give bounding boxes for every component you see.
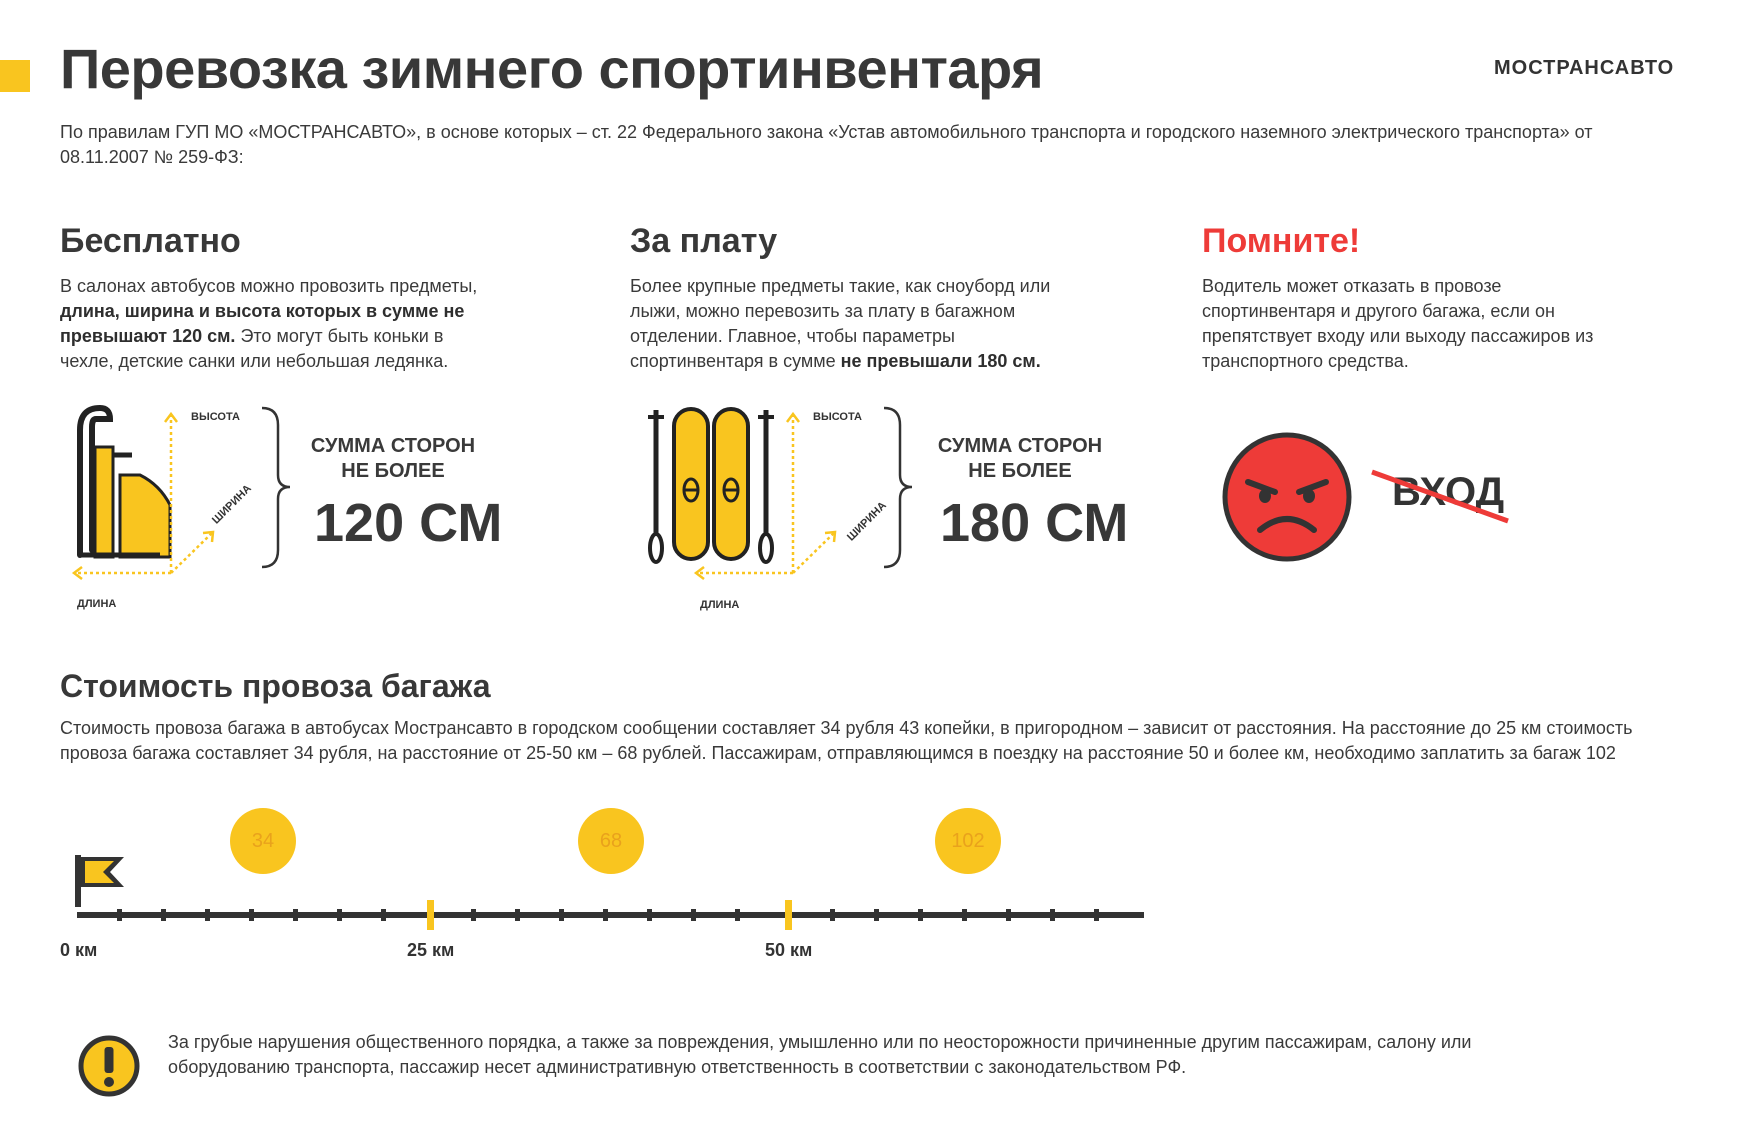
distance-scale	[70, 850, 1150, 940]
km-label-0: 0 км	[60, 940, 98, 960]
cost-title: Стоимость провоза багажа	[60, 668, 491, 704]
free-title: Бесплатно	[60, 222, 241, 260]
paid-text-bold: не превышали 180 см.	[840, 351, 1041, 371]
cost-text: Стоимость провоза багажа в автобусах Мострансавто в городском сообщении составляет 34 рубля 43 копейки, в пригородном – зависит от расстояния. На расстояние до 25 км стоимость провоза багажа составляет 34 рубля, на расстояние от 25-50 км – 68 рублей. Пассажирам, отправляющимся в поездку на расстояние 50 и более км, необходимо заплатить за багаж 102	[60, 718, 1633, 763]
free-text	[60, 274, 490, 374]
free-length-label: ДЛИНА	[77, 598, 117, 610]
marker-50km	[785, 900, 792, 930]
remember-title: Помните!	[1202, 222, 1361, 260]
paid-sum-value: 180 СМ	[940, 493, 1129, 553]
km-label-25: 25 км	[407, 940, 455, 960]
paid-height-label: ВЫСОТА	[813, 411, 862, 423]
accent-square	[0, 60, 30, 92]
paid-width-label: ШИРИНА	[845, 499, 889, 544]
note-text: За грубые нарушения общественного порядка, а также за повреждения, умышленно или по неосторожности причиненные другим пассажирам, салону или оборудованию транспорта, пассажир несет административную ответственность в соответствии с законодательством РФ.	[168, 1032, 1472, 1077]
marker-25km	[427, 900, 434, 930]
intro-text: По правилам ГУП МО «МОСТРАНСАВТО», в основе которых – ст. 22 Федерального закона «Устав автомобильного транспорта и городского наземного электрического транспорта» от 08.11.2007 № 259-ФЗ:	[60, 122, 1593, 167]
price-badge-102: 102	[935, 808, 1001, 874]
snowboard-icon	[648, 409, 774, 562]
strike-line	[1370, 466, 1510, 526]
free-sum-label: СУММА СТОРОН НЕ БОЛЕЕ	[310, 435, 476, 482]
crossed-entrance-word: ВХОД	[1392, 470, 1505, 514]
warning-icon	[78, 1035, 140, 1097]
page-title: Перевозка зимнего спортинвентаря	[60, 37, 1044, 100]
paid-text	[630, 274, 1060, 374]
free-text-part2: Это могут быть коньки в чехле, детские санки или небольшая ледянка.	[60, 326, 449, 371]
start-flag-icon	[75, 855, 124, 907]
paid-title: За плату	[630, 222, 778, 260]
free-height-label: ВЫСОТА	[191, 411, 240, 423]
angry-face-icon	[1220, 430, 1354, 564]
paid-sum-label: СУММА СТОРОН НЕ БОЛЕЕ	[937, 435, 1103, 482]
free-width-label: ШИРИНА	[210, 482, 254, 527]
paid-text-part1: Более крупные предметы такие, как сноуборд или лыжи, можно перевозить за плату в багажном отделении. Главное, чтобы параметры спортинвентаря в сумме	[630, 276, 1051, 371]
free-text-part1: В салонах автобусов можно провозить предметы,	[60, 276, 478, 296]
price-badge-34: 34	[230, 808, 296, 874]
remember-text: Водитель может отказать в провозе спортинвентаря и другого багажа, если он препятствует входу или выходу пассажиров из транспортного средства.	[1202, 276, 1594, 371]
free-sum-value: 120 СМ	[314, 493, 503, 553]
free-text-bold: длина, ширина и высота которых в сумме не превышают 120 см.	[60, 301, 465, 346]
price-badge-68: 68	[578, 808, 644, 874]
paid-length-label: ДЛИНА	[700, 599, 740, 611]
sled-icon	[78, 408, 170, 557]
logo: МОСТРАНСАВТО	[1494, 57, 1675, 79]
km-label-50: 50 км	[765, 940, 813, 960]
